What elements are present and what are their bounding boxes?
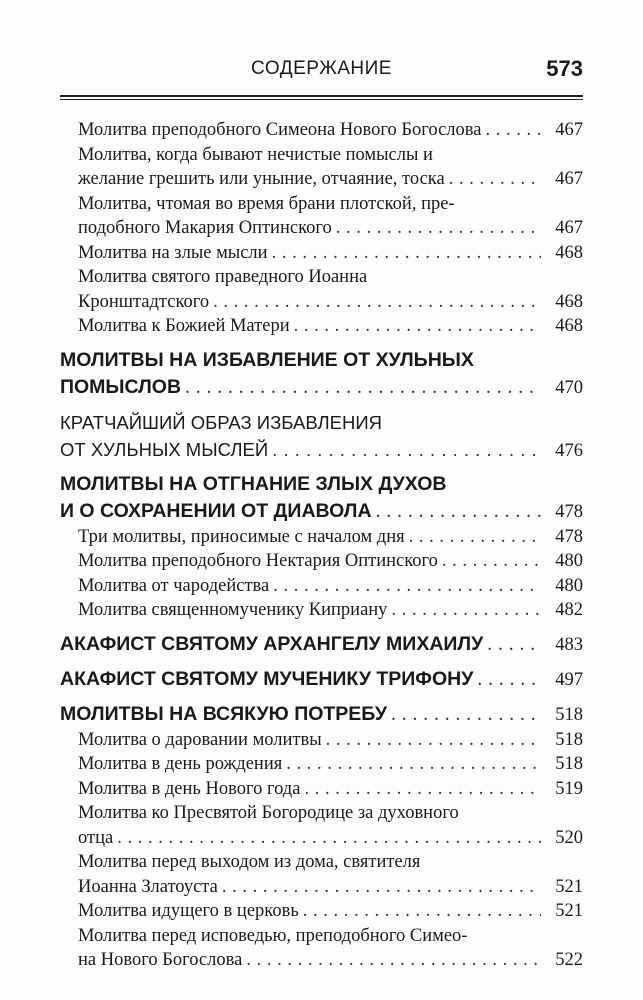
dot-leader [222, 875, 541, 900]
section-gap [60, 693, 583, 701]
dot-leader [391, 598, 541, 623]
toc-entry [60, 118, 583, 143]
toc-entry [60, 899, 583, 924]
toc-line [60, 549, 583, 574]
entry-title: АКАФИСТ СВЯТОМУ АРХАНГЕЛУ МИХАИЛУ [60, 632, 484, 655]
entry-page-number: 521 [555, 901, 583, 921]
entry-title: Молитва перед исповедью, преподобного Симео- [78, 925, 468, 946]
entry-title: АКАФИСТ СВЯТОМУ МУЧЕНИКУ ТРИФОНУ [60, 667, 474, 690]
toc-entry [60, 850, 583, 899]
entry-page-number: 518 [555, 704, 583, 725]
entry-page-number: 470 [555, 377, 583, 398]
toc-line [60, 875, 583, 900]
toc-line [60, 850, 583, 875]
table-of-contents [60, 118, 583, 973]
entry-page-number: 478 [555, 526, 583, 547]
entry-page-number: 521 [555, 876, 583, 897]
toc-entry [60, 401, 583, 463]
toc-line [60, 899, 583, 924]
toc-line [60, 666, 583, 693]
toc-line [60, 631, 583, 658]
dot-leader [272, 436, 541, 463]
toc-line [60, 777, 583, 802]
entry-page-number: 480 [555, 575, 583, 596]
toc-entry [60, 549, 583, 574]
toc-line [60, 167, 583, 192]
dot-leader [376, 498, 541, 525]
toc-line [60, 118, 583, 143]
entry-title: Молитва в день Нового года [78, 778, 301, 799]
toc-line [60, 241, 583, 266]
entry-title: подобного Макария Оптинского [78, 218, 332, 238]
entry-title: на Нового Богослова [78, 950, 243, 970]
dot-leader [485, 118, 541, 143]
toc-line [60, 471, 583, 498]
entry-title: Молитва идущего в церковь [78, 901, 299, 921]
dot-leader [213, 290, 541, 315]
toc-line [60, 752, 583, 777]
toc-line [60, 347, 583, 374]
section-gap [60, 401, 583, 409]
entry-title: Три молитвы, приносимые с началом дня [78, 526, 405, 547]
entry-title: Молитва преподобного Симеона Нового Богослова [78, 120, 482, 140]
entry-page-number: 518 [555, 754, 583, 774]
toc-entry [60, 658, 583, 693]
dot-leader [449, 167, 541, 192]
header-rule-thick [60, 95, 583, 97]
toc-line [60, 409, 583, 436]
toc-line [60, 314, 583, 339]
dot-leader [442, 549, 541, 574]
entry-page-number: 467 [555, 169, 583, 189]
toc-line [60, 826, 583, 851]
entry-title: МОЛИТВЫ НА ИЗБАВЛЕНИЕ ОТ ХУЛЬНЫХ [60, 348, 474, 371]
toc-line [60, 265, 583, 290]
dot-leader [336, 216, 541, 241]
toc-line [60, 924, 583, 949]
entry-page-number: 468 [555, 242, 583, 263]
toc-entry [60, 463, 583, 525]
entry-page-number: 483 [555, 634, 583, 655]
entry-title: Молитва преподобного Нектария Оптинского [78, 551, 438, 571]
entry-page-number: 520 [555, 827, 583, 848]
entry-title: отца [78, 827, 114, 848]
section-gap [60, 658, 583, 666]
toc-line [60, 436, 583, 463]
toc-line [60, 498, 583, 525]
toc-entry [60, 924, 583, 973]
entry-title: Молитва святого праведного Иоанна [78, 267, 368, 287]
toc-entry [60, 143, 583, 192]
entry-title: МОЛИТВЫ НА ВСЯКУЮ ПОТРЕБУ [60, 702, 387, 725]
toc-line [60, 701, 583, 728]
entry-page-number: 467 [555, 120, 583, 140]
dot-leader [273, 574, 541, 599]
entry-title: Кронштадтского [78, 291, 210, 312]
header-rule-thin [60, 99, 583, 100]
section-gap [60, 463, 583, 471]
entry-page-number: 467 [555, 218, 583, 238]
entry-page-number: 478 [555, 501, 583, 522]
entry-page-number: 497 [555, 669, 583, 690]
dot-leader [286, 752, 541, 777]
toc-entry [60, 574, 583, 599]
dot-leader [294, 314, 541, 339]
section-gap [60, 339, 583, 347]
toc-line [60, 192, 583, 217]
entry-title: КРАТЧАЙШИЙ ОБРАЗ ИЗБАВЛЕНИЯ [60, 411, 382, 433]
entry-title: Молитва перед выходом из дома, святителя [78, 852, 421, 872]
dot-leader [246, 948, 541, 973]
dot-leader [487, 631, 541, 658]
dot-leader [272, 241, 541, 266]
toc-entry [60, 265, 583, 314]
toc-entry [60, 728, 583, 753]
section-gap [60, 623, 583, 631]
entry-title: Молитва, когда бывают нечистые помыслы и [78, 144, 433, 165]
dot-leader [477, 666, 541, 693]
entry-page-number: 482 [555, 600, 583, 620]
toc-line [60, 143, 583, 168]
toc-entry [60, 339, 583, 401]
entry-title: Молитва священномученику Киприану [78, 600, 388, 620]
entry-page-number: 519 [555, 778, 583, 799]
entry-title: Молитва, чтомая во время брани плотской, пре- [78, 193, 455, 214]
entry-page-number: 468 [555, 291, 583, 312]
toc-entry [60, 525, 583, 550]
toc-entry [60, 752, 583, 777]
page-title: СОДЕРЖАНИЕ [251, 58, 392, 79]
entry-page-number: 480 [555, 551, 583, 571]
toc-entry [60, 801, 583, 850]
toc-line [60, 574, 583, 599]
toc-entry [60, 192, 583, 241]
toc-entry [60, 693, 583, 728]
entry-title: Молитва о даровании молитвы [78, 729, 322, 750]
toc-entry [60, 314, 583, 339]
toc-entry [60, 598, 583, 623]
entry-title: И О СОХРАНЕНИИ ОТ ДИАВОЛА [60, 499, 372, 522]
entry-title: Молитва в день рождения [78, 754, 283, 774]
entry-title: Иоанна Златоуста [78, 876, 218, 897]
entry-title: ОТ ХУЛЬНЫХ МЫСЛЕЙ [60, 438, 269, 460]
toc-line [60, 598, 583, 623]
dot-leader [391, 701, 541, 728]
dot-leader [303, 899, 541, 924]
toc-line [60, 525, 583, 550]
dot-leader [304, 777, 541, 802]
entry-title: МОЛИТВЫ НА ОТГНАНИЕ ЗЛЫХ ДУХОВ [60, 472, 447, 495]
toc-line [60, 728, 583, 753]
dot-leader [117, 826, 541, 851]
entry-title: Молитва ко Пресвятой Богородице за духовного [78, 803, 459, 823]
entry-title: Молитва от чародейства [78, 575, 270, 596]
toc-line [60, 216, 583, 241]
page-number: 573 [546, 56, 583, 81]
toc-line [60, 374, 583, 401]
entry-page-number: 468 [555, 316, 583, 336]
entry-title: Молитва к Божией Матери [78, 316, 290, 336]
dot-leader [326, 728, 541, 753]
entry-page-number: 522 [555, 950, 583, 970]
entry-title: желание грешить или уныние, отчаяние, тоска [78, 169, 445, 189]
toc-line [60, 801, 583, 826]
toc-line [60, 290, 583, 315]
toc-entry [60, 623, 583, 658]
entry-title: Молитва на злые мысли [78, 242, 268, 263]
toc-entry [60, 241, 583, 266]
dot-leader [409, 525, 541, 550]
page-header [60, 58, 583, 88]
dot-leader [185, 374, 541, 401]
toc-line [60, 948, 583, 973]
entry-page-number: 518 [555, 729, 583, 750]
toc-entry [60, 777, 583, 802]
entry-page-number: 476 [555, 440, 583, 461]
entry-title: ПОМЫСЛОВ [60, 375, 182, 398]
